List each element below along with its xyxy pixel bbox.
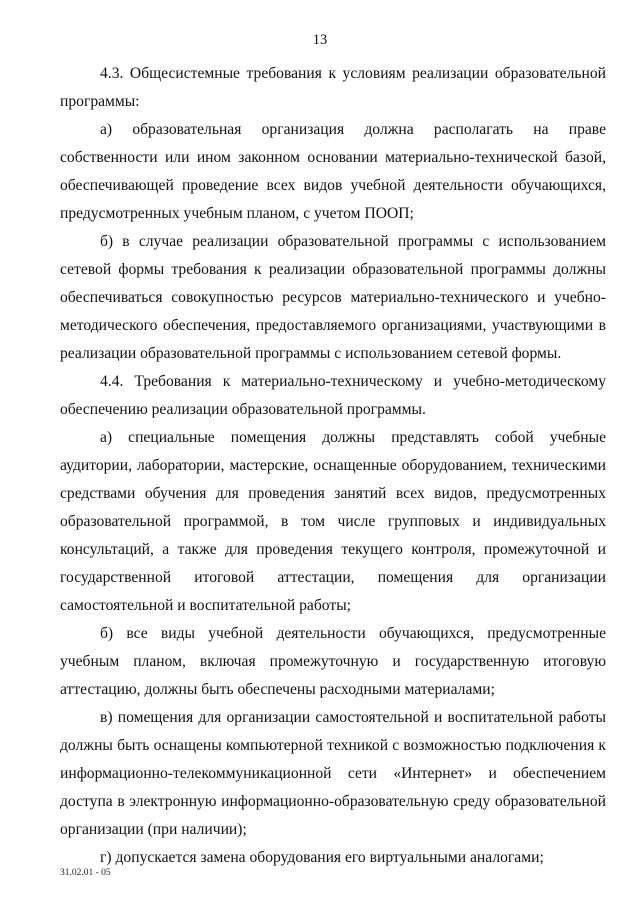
paragraph-4-4-b: б) все виды учебной деятельности обучающихся, предусмотренные учебным планом, включая промежуточную и государственную итоговую аттестацию, должны быть обеспечены расходными материалами; [60,625,606,698]
document-body [60,60,606,872]
paragraph-4-4-g: г) допускается замена оборудования его виртуальными аналогами; [100,849,544,866]
paragraph-4-4-v: в) помещения для организации самостоятельной и воспитательной работы должны быть оснащены компьютерной техникой с возможностью подключения к информационно-телекоммуникационной сети «Интернет» и обеспечением доступа в электронную информационно-образовательную среду образовательной организации (при наличии); [60,709,606,838]
paragraph-4-3-b: б) в случае реализации образовательной программы с использованием сетевой формы требования к реализации образовательной программы должны обеспечиваться совокупностью ресурсов материально-технического и учебно-методического обеспечения, предоставляемого организациями, участвующими в реализации образовательной программы с использованием сетевой формы. [60,233,606,362]
paragraph-4-3-heading: 4.3. Общесистемные требования к условиям реализации образовательной программы: [60,65,606,110]
paragraph-4-3-a: а) образовательная организация должна располагать на праве собственности или ином законном основании материально-технической базой, обеспечивающей проведение всех видов учебной деятельности обучающихся, предусмотренных учебным планом, с учетом ПООП; [60,121,606,222]
paragraph-4-4-heading: 4.4. Требования к материально-техническому и учебно-методическому обеспечению реализации образовательной программы. [60,373,606,418]
paragraph-4-4-a: а) специальные помещения должны представлять собой учебные аудитории, лаборатории, мастерские, оснащенные оборудованием, техническими средствами обучения для проведения занятий всех видов, предусмотренных образовательной программой, в том числе групповых и индивидуальных консультаций, а также для проведения текущего контроля, промежуточной и государственной итоговой аттестации, помещения для организации самостоятельной и воспитательной работы; [60,429,606,614]
page-number: 13 [312,32,328,48]
document-code-footer: 31.02.01 - 05 [60,868,111,878]
